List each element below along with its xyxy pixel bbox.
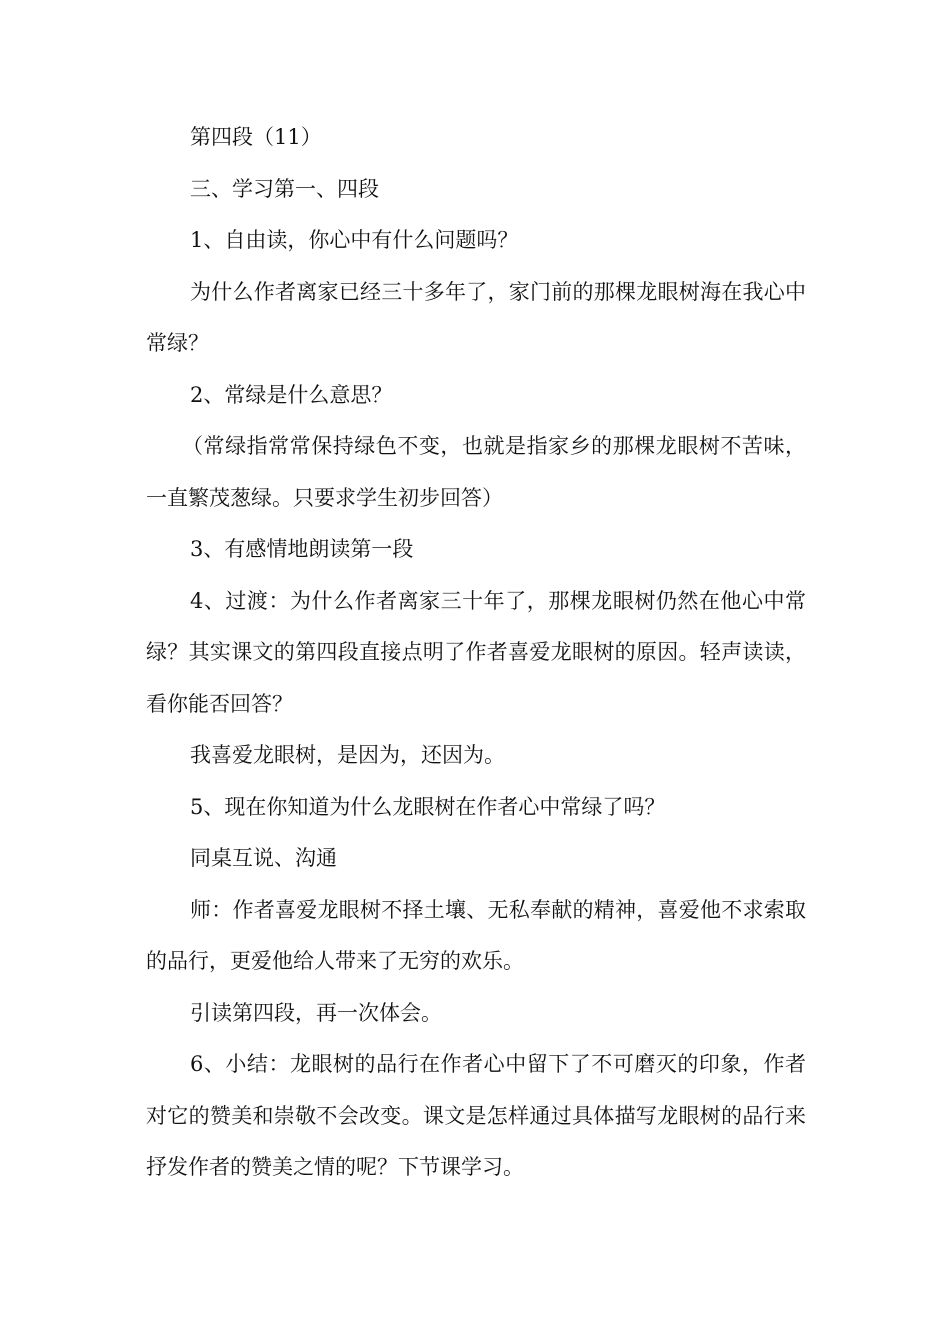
paragraph-question-5: 5、现在你知道为什么龙眼树在作者心中常绿了吗？ — [190, 794, 666, 819]
paragraph-question-1: 1、自由读，你心中有什么问题吗？ — [190, 228, 519, 252]
paragraph-pair-discussion: 同桌互说、沟通 — [190, 846, 337, 870]
paragraph-step-3: 3、有感情地朗读第一段 — [190, 537, 414, 561]
paragraph-student-question: 为什么作者离家已经三十多年了，家门前的那棵龙眼树海在我心中常绿？ — [146, 279, 806, 355]
paragraph-conclusion: 6、小结：龙眼树的品行在作者心中留下了不可磨灭的印象，作者对它的赞美和崇敬不会改变。课文是怎样通过具体描写龙眼树的品行来抒发作者的赞美之情的呢？下节课学习。 — [146, 1052, 806, 1179]
paragraph-section-heading: 第四段（11） — [190, 125, 322, 149]
paragraph-step-4-transition: 4、过渡：为什么作者离家三十年了，那棵龙眼树仍然在他心中常绿？其实课文的第四段直接点明了作者喜爱龙眼树的原因。轻声读读，看你能否回答？ — [146, 588, 806, 716]
paragraph-question-2: 2、常绿是什么意思？ — [190, 382, 393, 407]
paragraph-part-three-heading: 三、学习第一、四段 — [190, 176, 379, 201]
paragraph-sentence-frame: 我喜爱龙眼树，是因为，还因为。 — [190, 743, 505, 767]
paragraph-answer-note: （常绿指常常保持绿色不变，也就是指家乡的那棵龙眼树不苦味，一直繁茂葱绿。只要求学生初步回答） — [146, 434, 806, 510]
paragraph-teacher-summary: 师：作者喜爱龙眼树不择土壤、无私奉献的精神，喜爱他不求索取的品行，更爱他给人带来了无穷的欢乐。 — [146, 897, 806, 973]
document-body — [146, 112, 806, 1194]
paragraph-guided-reading: 引读第四段，再一次体会。 — [190, 1000, 442, 1025]
